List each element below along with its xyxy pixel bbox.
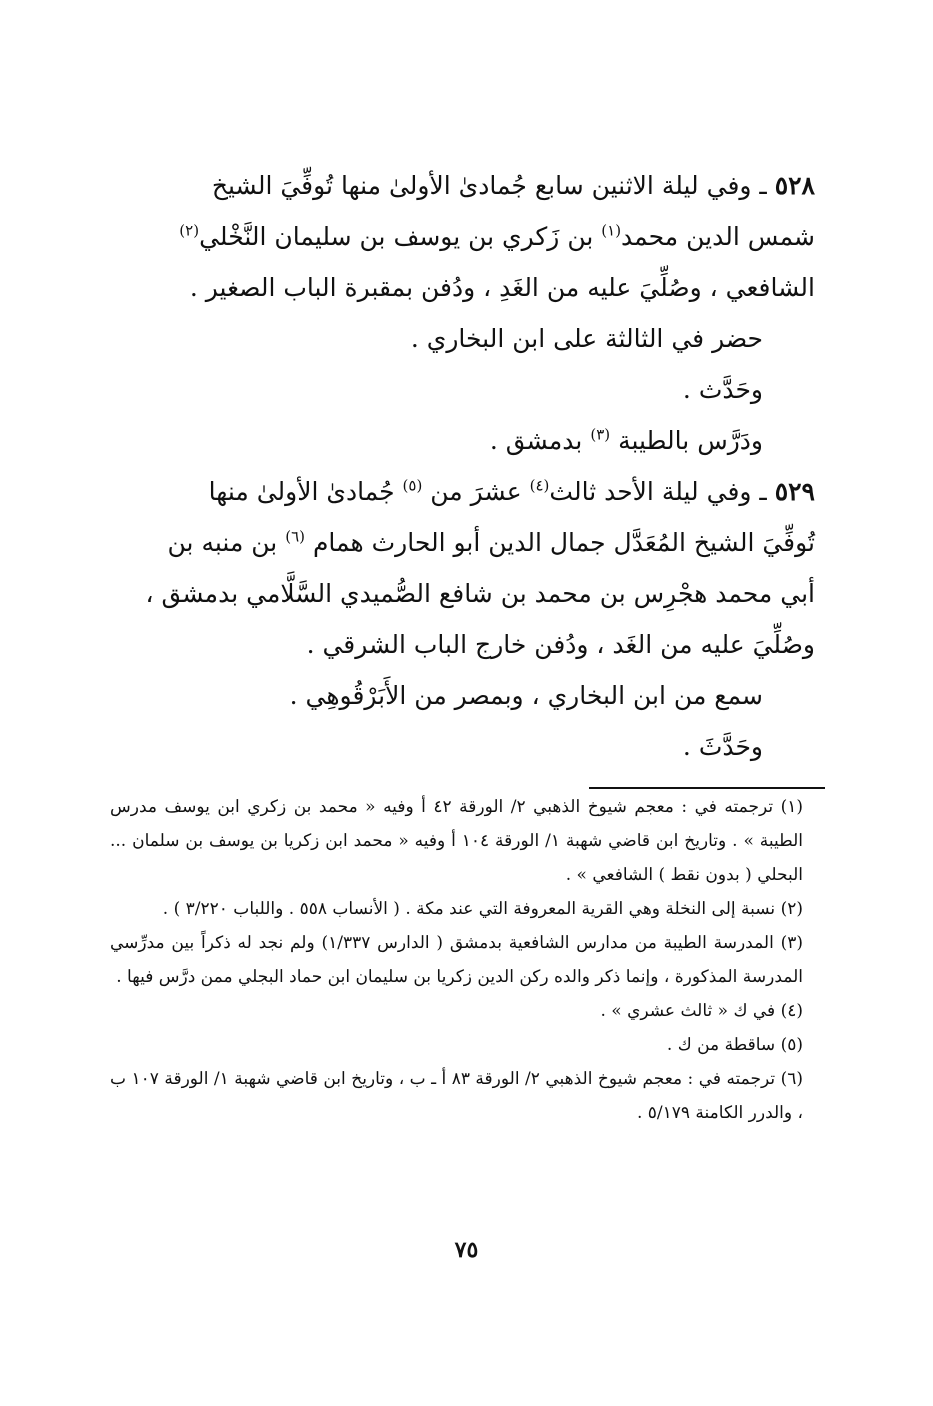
entry-528-detail-text: بدمشق . — [489, 426, 591, 455]
entry-528-detail-text: ودَرَّس بالطيبة — [618, 426, 763, 455]
footnote-ref: (٥) — [402, 476, 423, 495]
entry-529-line-3 — [115, 568, 815, 619]
entry-528-text: شمس الدين محمد — [621, 222, 815, 251]
entry-528-text: ـ وفي ليلة الاثنين سابع جُمادىٰ الأولىٰ منها تُوفِّيَ الشيخ — [211, 171, 767, 200]
entry-529-text: ـ وفي ليلة الأحد ثالث — [549, 477, 767, 506]
entry-528-line-3 — [115, 262, 815, 313]
entry-528-detail: وحَدَّث . — [682, 375, 763, 404]
main-text — [115, 160, 815, 772]
footnote-1: (١) ترجمته في : معجم شيوخ الذهبي ٢/ الورقة ٤٢ أ وفيه « محمد بن زكري ابن يوسف مدرس الطيبة » . وتاريخ ابن قاضي شهبة ١/ الورقة ١٠٤ أ وفيه « محمد ابن زكريا بن يوسف بن سلمان ... البحلي ( بدون نقط ) الشافعي » . — [110, 797, 804, 885]
footnote-3: (٣) المدرسة الطيبة من مدارس الشافعية بدمشق ( الدارس ١/٣٣٧) ولم نجد له ذكراً بين مدرِّسي المدرسة المذكورة ، وإنما ذكر والده ركن الدين زكريا بن سليمان ابن حماد البجلي ممن درَّس فيها . — [110, 933, 803, 987]
entry-number: ٥٢٨ — [774, 171, 815, 200]
entry-529-text: أبي محمد هجْرِس بن محمد بن شافع الصُّميدي السَّلَّامي بدمشق ، — [145, 579, 815, 608]
entry-528-text: بن زَكري بن يوسف بن سليمان النَّخْلي — [199, 222, 602, 251]
entry-529-line-1 — [115, 466, 815, 517]
entry-528-line-1 — [115, 160, 815, 211]
footnotes — [110, 790, 825, 1130]
entry-529-text: عشرَ من — [430, 477, 530, 506]
entry-529-line-4 — [115, 619, 815, 670]
entry-528-detail — [115, 415, 815, 466]
footnote-ref: (٣) — [590, 425, 611, 444]
footnote-divider — [589, 787, 825, 789]
entry-529-text: وصُلِّيَ عليه من الغَد ، ودُفن خارج الباب الشرقي . — [306, 630, 815, 659]
entry-529-detail: سمع من ابن البخاري ، وبمصر من الأَبَرْقُوهِي . — [289, 681, 763, 710]
entry-529-text: بن منبه بن — [167, 528, 286, 557]
footnote-4: (٤) في ك « ثالث عشري » . — [600, 1001, 803, 1021]
footnote-5: (٥) ساقطة من ك . — [666, 1035, 803, 1055]
footnote-6: (٦) ترجمته في : معجم شيوخ الذهبي ٢/ الورقة ٨٣ أ ـ ب ، وتاريخ ابن قاضي شهبة ١/ الورقة ١٠٧ ب ، والدرر الكامنة ٥/١٧٩ . — [110, 1069, 803, 1123]
page-number: ٧٥ — [454, 1237, 479, 1263]
footnote-2: (٢) نسبة إلى النخلة وهي القرية المعروفة التي عند مكة . ( الأنساب ٥٥٨ . واللباب ٣/٢٢٠ ) . — [162, 899, 803, 919]
entry-529-detail: وحَدَّثَ . — [682, 732, 763, 761]
entry-528-text: الشافعي ، وصُلِّيَ عليه من الغَدِ ، ودُفن بمقبرة الباب الصغير . — [189, 273, 815, 302]
entry-number: ٥٢٩ — [774, 477, 815, 506]
footnote-ref: (٦) — [285, 527, 305, 546]
footnote-ref: (٤) — [529, 476, 550, 495]
footnote-ref: (١) — [601, 221, 622, 240]
entry-529-text: جُمادىٰ الأولىٰ منها — [208, 477, 403, 506]
entry-529-text: تُوفِّيَ الشيخ المُعَدَّل جمال الدين أبو الحارث همام — [312, 528, 815, 557]
entry-528-detail: حضر في الثالثة على ابن البخاري . — [410, 324, 763, 353]
entry-529-line-2 — [115, 517, 815, 568]
entry-528-line-2 — [115, 211, 815, 262]
footnote-ref: (٢) — [179, 221, 200, 240]
